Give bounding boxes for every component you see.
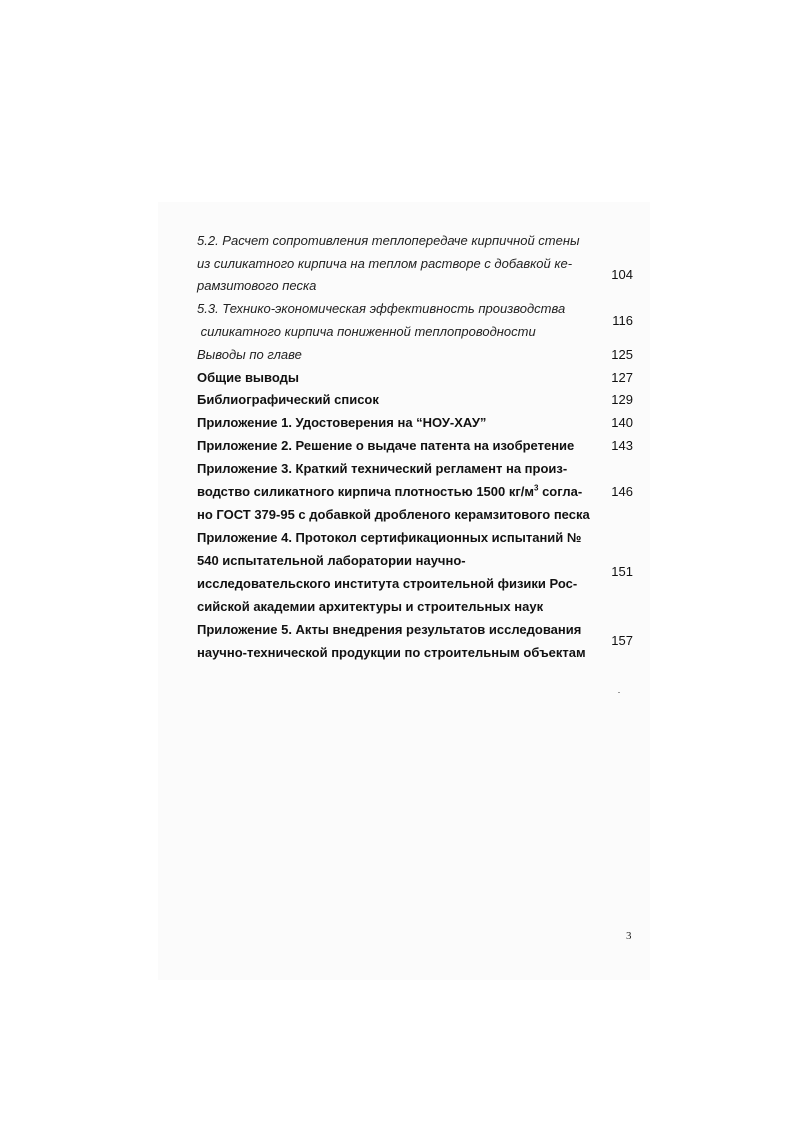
toc-appendix-3-line-2-tail: согла- bbox=[538, 484, 583, 499]
toc-appendix-3-superscript: 3 bbox=[534, 483, 539, 493]
toc-appendix-3-line-2 bbox=[197, 484, 582, 500]
toc-chapter-conclusions-page: 125 bbox=[611, 347, 633, 362]
toc-appendix-5-page: 157 bbox=[611, 633, 633, 648]
toc-appendix-3-line-2-text: водство силикатного кирпича плотностью 1500 кг/м bbox=[197, 484, 535, 499]
toc-appendix-4-line-2: 540 испытательной лаборатории научно- bbox=[197, 553, 466, 568]
toc-chapter-conclusions: Выводы по главе bbox=[197, 347, 302, 362]
toc-appendix-1-page: 140 bbox=[611, 415, 633, 430]
toc-5-2-line-3: рамзитового песка bbox=[197, 278, 317, 293]
toc-appendix-3-line-3: но ГОСТ 379-95 с добавкой дробленого керамзитового песка bbox=[197, 507, 590, 522]
toc-5-3-page: 116 bbox=[612, 313, 633, 328]
toc-5-2-line-1: 5.2. Расчет сопротивления теплопередаче кирпичной стены bbox=[197, 233, 580, 248]
toc-general-conclusions-page: 127 bbox=[611, 370, 633, 385]
toc-appendix-4-line-3: исследовательского института строительной физики Рос- bbox=[197, 576, 578, 591]
toc-appendix-3-page: 146 bbox=[611, 484, 633, 499]
toc-appendix-2: Приложение 2. Решение о выдаче патента на изобретение bbox=[197, 438, 575, 453]
toc-appendix-2-page: 143 bbox=[611, 438, 633, 453]
toc-appendix-4-line-4: сийской академии архитектуры и строительных наук bbox=[197, 599, 544, 614]
toc-appendix-3-line-1: Приложение 3. Краткий технический регламент на произ- bbox=[197, 461, 568, 476]
toc-bibliography: Библиографический список bbox=[197, 392, 379, 407]
toc-appendix-5-line-2: научно-технической продукции по строительным объектам bbox=[197, 645, 586, 660]
page-number: 3 bbox=[626, 930, 632, 942]
toc-5-3-line-2: силикатного кирпича пониженной теплопроводности bbox=[197, 324, 536, 339]
scan-speck bbox=[618, 692, 620, 693]
toc-appendix-4-line-1: Приложение 4. Протокол сертификационных испытаний № bbox=[197, 530, 582, 545]
toc-appendix-5-line-1: Приложение 5. Акты внедрения результатов исследования bbox=[197, 622, 582, 637]
toc-bibliography-page: 129 bbox=[611, 392, 633, 407]
toc-5-2-line-2: из силикатного кирпича на теплом растворе с добавкой ке- bbox=[197, 256, 573, 271]
toc-appendix-1: Приложение 1. Удостоверения на “НОУ-ХАУ” bbox=[197, 415, 487, 430]
toc-5-2-page: 104 bbox=[611, 267, 633, 282]
toc-appendix-4-page: 151 bbox=[611, 564, 633, 579]
toc-general-conclusions: Общие выводы bbox=[197, 370, 299, 385]
toc-5-3-line-1: 5.3. Технико-экономическая эффективность производства bbox=[197, 301, 566, 316]
